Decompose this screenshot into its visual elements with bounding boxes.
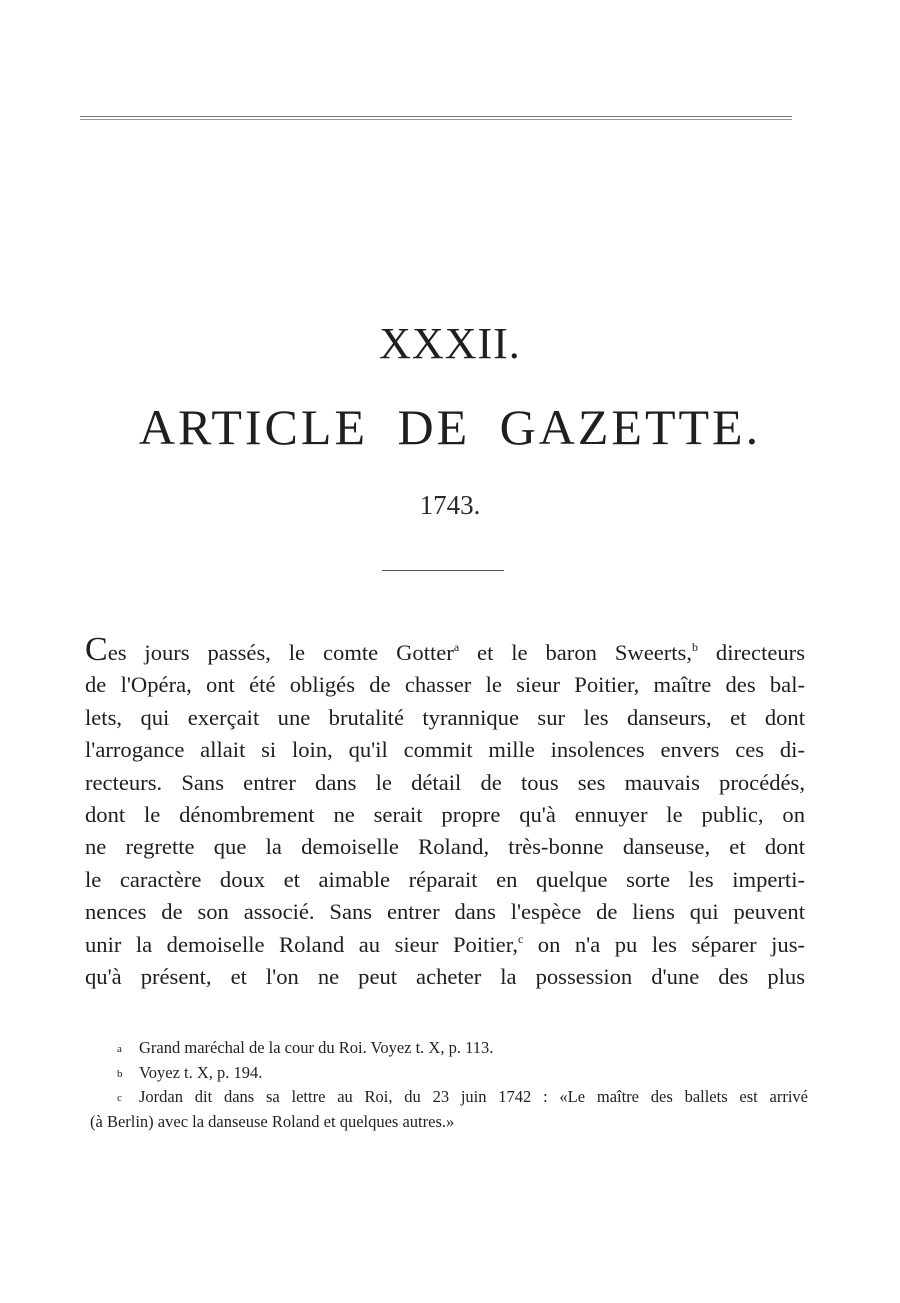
- header-rule: [80, 116, 792, 117]
- footnote-mark-b: b: [117, 1067, 123, 1080]
- footnote-mark-a: a: [117, 1043, 122, 1055]
- footnote-b: b Voyez t. X, p. 194.: [90, 1060, 808, 1085]
- chapter-year: 1743.: [419, 490, 481, 520]
- body-line: Ces jours passés, le comte Gotter$^a$ et le baron Sweerts,$^b$ directeurs: [85, 631, 805, 668]
- body-line: le caractère doux et aimable réparait en quelque sorte les imperti-: [85, 866, 805, 892]
- footnote-ref-c[interactable]: c: [517, 931, 524, 946]
- header-rule-secondary: [80, 119, 792, 120]
- body-line: recteurs. Sans entrer dans le détail de tous ses mauvais procédés,: [85, 769, 805, 795]
- chapter-number: XXXII.: [379, 319, 521, 368]
- footnote-mark-c: c: [117, 1092, 122, 1104]
- body-line: nences de son associé. Sans entrer dans l'espèce de liens qui peuvent: [85, 899, 805, 925]
- body-line: de l'Opéra, ont été obligés de chasser le sieur Poitier, maître des bal-: [85, 672, 805, 698]
- chapter-title: ARTICLE DE GAZETTE.: [138, 399, 762, 455]
- body-line: dont le dénombrement ne serait propre qu'à ennuyer le public, on: [85, 801, 805, 827]
- body-line: l'arrogance allait si loin, qu'il commit mille insolences envers ces di-: [85, 737, 805, 763]
- body-line: unir la demoiselle Roland au sieur Poitier,$^c$ on n'a pu les séparer jus-: [85, 931, 806, 957]
- footnote-c: c Jordan dit dans sa lettre au Roi, du 23 juin 1742 : «Le maître des ballets est arrivé: [90, 1084, 808, 1109]
- section-divider: [382, 570, 504, 571]
- footnote-ref-b[interactable]: b: [692, 640, 699, 654]
- footnote-a: a Grand maréchal de la cour du Roi. Voyez t. X, p. 113.: [90, 1035, 808, 1060]
- footnote-ref-a[interactable]: a: [453, 640, 460, 654]
- footnotes: [90, 1035, 808, 1133]
- footnote-c-continued: (à Berlin) avec la danseuse Roland et quelques autres.»: [90, 1111, 455, 1131]
- article-body: [85, 631, 806, 993]
- body-line: qu'à présent, et l'on ne peut acheter la possession d'une des plus: [85, 963, 805, 989]
- body-line: lets, qui exerçait une brutalité tyrannique sur les danseurs, et dont: [85, 704, 805, 730]
- drop-cap: C: [85, 631, 108, 668]
- body-line: ne regrette que la demoiselle Roland, très-bonne danseuse, et dont: [85, 834, 805, 860]
